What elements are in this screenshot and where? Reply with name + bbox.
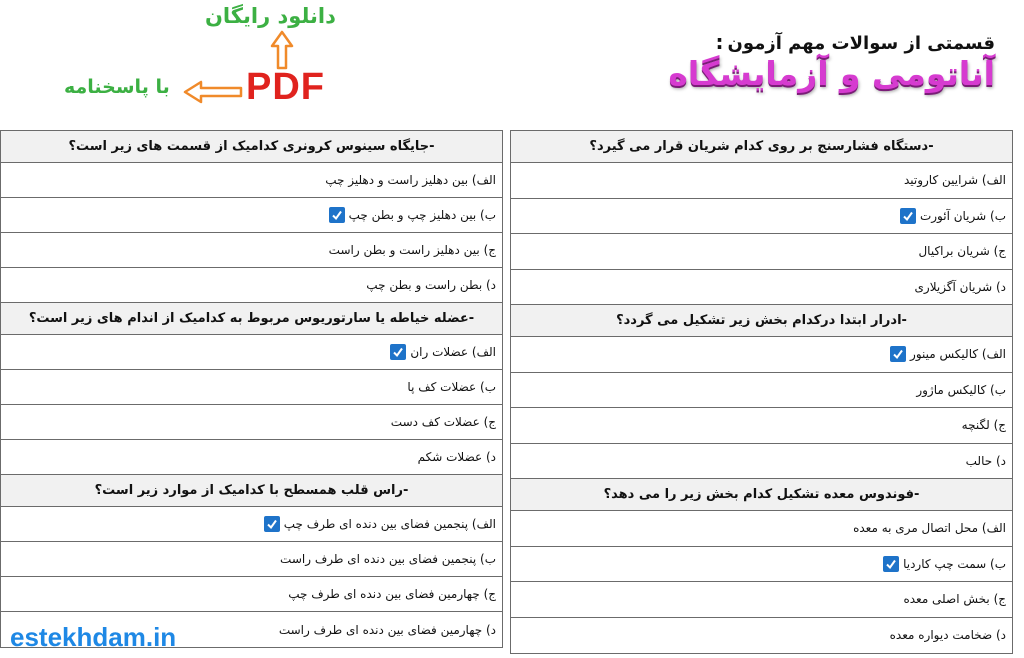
answer-option-text: ج) عضلات کف دست — [390, 415, 496, 429]
checkmark-icon — [264, 516, 280, 532]
answer-option[interactable] — [1, 542, 502, 577]
answer-option-text: الف) شرایین کاروتید — [903, 173, 1006, 188]
answer-option-text: الف) کالیکس مینور — [910, 347, 1006, 362]
answer-option[interactable] — [511, 618, 1012, 654]
answer-option-text: ج) لگنچه — [961, 418, 1006, 433]
question-row — [1, 131, 502, 163]
answer-option[interactable] — [511, 337, 1012, 373]
checkmark-icon — [883, 556, 899, 572]
answer-option[interactable] — [1, 233, 502, 268]
answer-option-text: د) بطن راست و بطن چپ — [366, 278, 496, 292]
answer-option[interactable] — [511, 199, 1012, 235]
answer-option[interactable] — [1, 577, 502, 612]
promo-answers-text: با پاسخنامه — [64, 76, 170, 98]
answer-option-text: د) ضخامت دیواره معده — [889, 628, 1006, 643]
answer-option[interactable] — [1, 198, 502, 233]
answer-option-text: الف) پنجمین فضای بین دنده ای طرف چپ — [283, 517, 496, 531]
answer-option-text: الف) عضلات ران — [410, 345, 496, 359]
questions-column-right — [510, 130, 1013, 654]
answer-option-text: د) حالب — [965, 453, 1006, 468]
question-text: -فوندوس معده تشکیل کدام بخش زیر را می دهد؟ — [603, 487, 920, 502]
answer-option[interactable] — [1, 268, 502, 303]
answer-option-text: ب) کالیکس ماژور — [916, 382, 1006, 397]
question-row — [1, 303, 502, 335]
question-text: -دستگاه فشارسنج بر روی کدام شریان قرار می گیرد؟ — [589, 139, 934, 154]
answer-option[interactable] — [511, 234, 1012, 270]
question-row — [511, 305, 1012, 337]
answer-option[interactable] — [1, 440, 502, 475]
answer-option-text: ج) بین دهلیز راست و بطن راست — [328, 243, 496, 257]
answer-option-text: ج) شریان براکیال — [918, 244, 1006, 259]
arrow-left-icon — [183, 80, 243, 104]
checkmark-icon — [900, 208, 916, 224]
answer-option-text: ب) پنجمین فضای بین دنده ای طرف راست — [280, 552, 496, 566]
answer-option-text: د) چهارمین فضای بین دنده ای طرف راست — [278, 622, 496, 637]
site-watermark: estekhdam.in — [10, 622, 177, 652]
answer-option[interactable] — [1, 163, 502, 198]
answer-option-text: الف) محل اتصال مری به معده — [853, 521, 1006, 536]
answer-option-text: ب) شریان آئورت — [919, 208, 1006, 223]
answer-option-text: ب) سمت چپ کاردیا — [903, 556, 1006, 571]
questions-column-left — [0, 130, 503, 648]
checkmark-icon — [390, 344, 406, 360]
answer-option[interactable] — [511, 373, 1012, 409]
answer-option[interactable] — [511, 408, 1012, 444]
answer-option-text: ب) عضلات کف پا — [407, 380, 496, 394]
answer-option[interactable] — [511, 547, 1012, 583]
answer-option-text: د) عضلات شکم — [417, 450, 496, 464]
answer-option[interactable] — [1, 507, 502, 542]
answer-option-text: ج) چهارمین فضای بین دنده ای طرف چپ — [288, 587, 496, 601]
header-separator: : — [715, 30, 724, 54]
answer-option-text: الف) بین دهلیز راست و دهلیز چپ — [325, 173, 496, 187]
arrow-up-icon — [270, 30, 294, 70]
answer-option[interactable] — [511, 444, 1012, 480]
page-header — [410, 30, 995, 93]
answer-option[interactable] — [511, 163, 1012, 199]
question-row — [1, 475, 502, 507]
answer-option[interactable] — [511, 582, 1012, 618]
checkmark-icon — [890, 346, 906, 362]
answer-option[interactable] — [1, 370, 502, 405]
header-emphasis: آناتومی و آزمایشگاه — [668, 54, 995, 93]
answer-option-text: د) شریان آگزیلاری — [914, 279, 1006, 294]
header-lead: قسمتی از سوالات مهم آزمون — [727, 33, 995, 54]
question-text: -راس قلب همسطح با کدامیک از موارد زیر است؟ — [94, 483, 409, 498]
promo-download-text: دانلود رایگان — [205, 4, 336, 28]
checkmark-icon — [329, 207, 345, 223]
answer-option-text: ج) بخش اصلی معده — [903, 592, 1006, 607]
question-text: -عضله خیاطه یا سارتوریوس مربوط به کدامیک از اندام های زیر است؟ — [28, 311, 475, 326]
answer-option[interactable] — [1, 335, 502, 370]
question-row — [511, 479, 1012, 511]
question-text: -جایگاه سینوس کرونری کدامیک از قسمت های زیر است؟ — [68, 139, 435, 154]
question-text: -ادرار ابتدا درکدام بخش زیر تشکیل می گردد؟ — [616, 313, 907, 328]
answer-option[interactable] — [1, 405, 502, 440]
question-row — [511, 131, 1012, 163]
answer-option-text: ب) بین دهلیز چپ و بطن چپ — [348, 208, 496, 222]
answer-option[interactable] — [511, 270, 1012, 306]
answer-option[interactable] — [511, 511, 1012, 547]
pdf-label: PDF — [246, 66, 325, 108]
